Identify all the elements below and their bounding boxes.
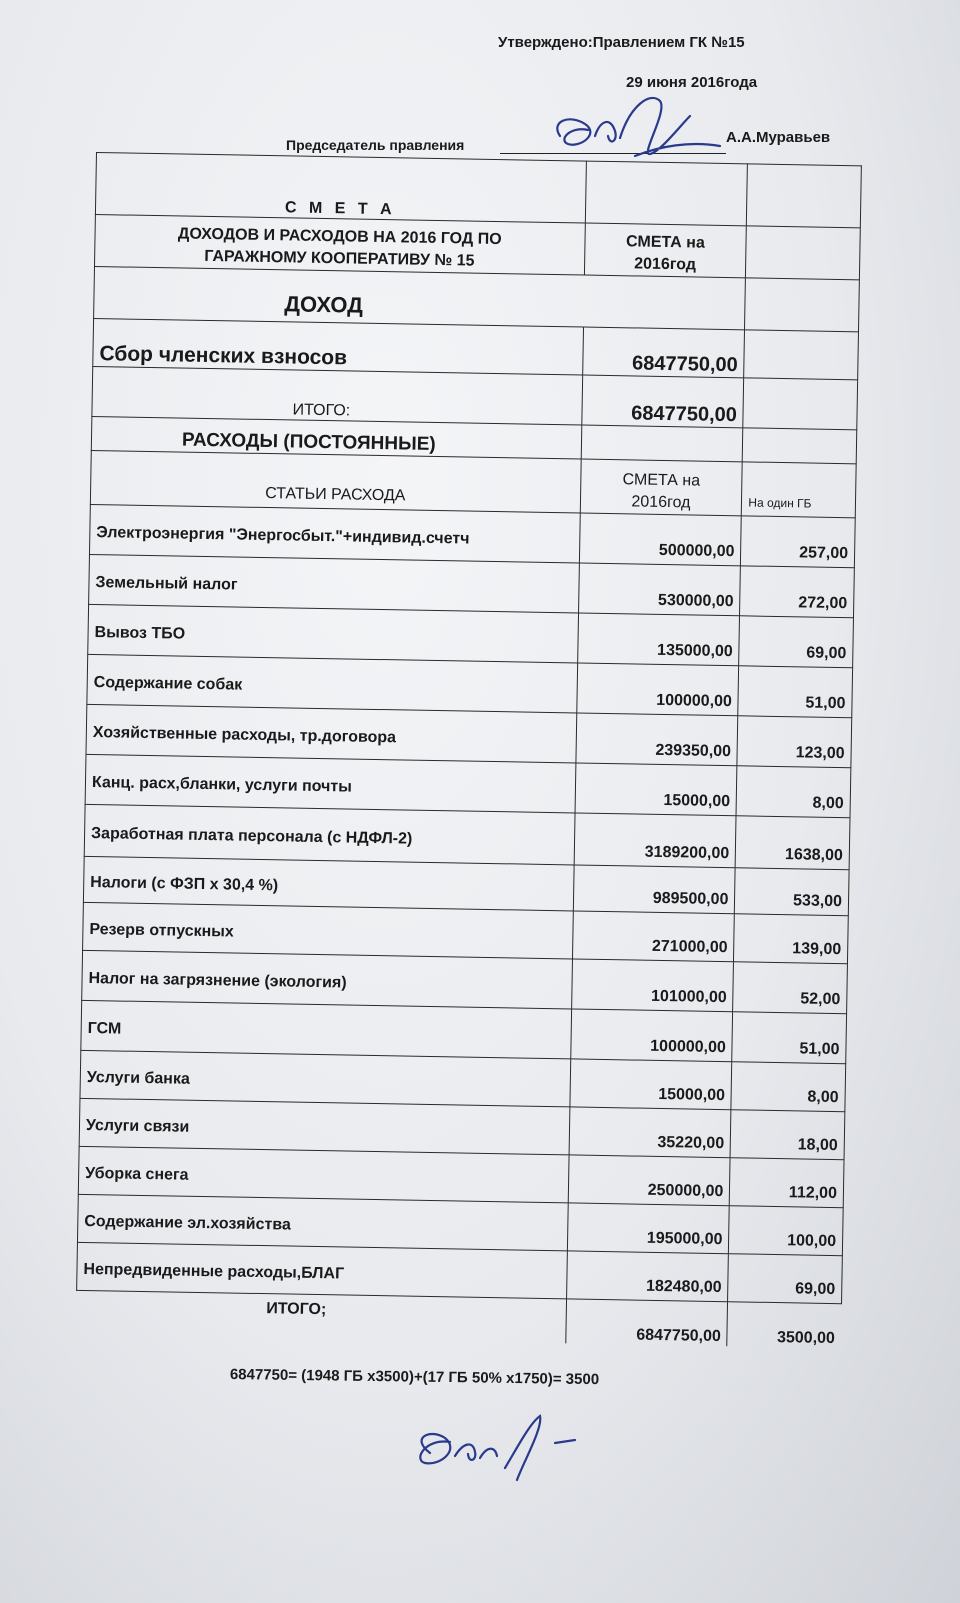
expense-per-unit: 100,00 [729,1206,843,1256]
title-line-1: ДОХОДОВ И РАСХОДОВ НА 2016 ГОД ПО [177,225,502,249]
chairman-label: Председатель правления [286,137,465,153]
expense-amount: 135000,00 [577,613,740,666]
expense-label: Содержание собак [87,654,577,713]
expense-label: Непредвиденные расходы,БЛАГ [77,1242,567,1299]
expense-amount: 239350,00 [575,713,738,766]
expense-per-unit: 52,00 [733,962,847,1014]
header-year: 2016год [634,255,697,274]
expense-amount: 101000,00 [571,959,734,1012]
expense-amount: 500000,00 [579,513,742,566]
budget-document [75,152,862,1348]
expense-amount: 3189200,00 [574,813,737,868]
expense-label: Уборка снега [78,1146,568,1203]
expense-label: Содержание эл.хозяйства [77,1194,567,1251]
income-item-label: Сбор членских взносов [93,318,583,375]
expense-amount: 100000,00 [570,1009,733,1062]
expense-label: Услуги связи [79,1098,569,1155]
expense-label: ГСМ [81,1000,571,1059]
expense-label: Налоги (с ФЗП х 30,4 %) [83,856,573,911]
col-items-header: СТАТЬИ РАСХОДА [90,450,580,513]
expense-per-unit: 18,00 [730,1110,844,1160]
expense-label: Электроэнергия "Энергосбыт."+индивид.счетч [89,504,579,563]
expense-amount: 35220,00 [569,1107,732,1158]
income-total-label: ИТОГО: [92,366,582,425]
expenses-total-label: ИТОГО; [76,1290,566,1343]
expense-per-unit: 123,00 [737,716,851,768]
title-line-2: ГАРАЖНОМУ КООПЕРАТИВУ № 15 [204,247,475,270]
approval-date: 29 июня 2016года [626,74,758,91]
income-item-value: 6847750,00 [582,327,745,378]
expense-per-unit: 51,00 [732,1012,846,1064]
bottom-signature [405,1408,595,1488]
expense-amount: 989500,00 [573,865,736,914]
col-smeta-header: СМЕТА на [622,471,701,490]
expense-per-unit: 8,00 [736,766,850,818]
expense-per-unit: 139,00 [734,914,848,964]
col-per-header: На один ГБ [742,462,857,518]
expense-amount: 15000,00 [575,763,738,816]
expense-amount: 530000,00 [578,563,741,616]
expense-label: Услуги банка [80,1050,570,1107]
expense-amount: 271000,00 [572,911,735,962]
calculation-formula: 6847750= (1948 ГБ х3500)+(17 ГБ 50% х1750)= 3500 [229,1366,600,1389]
expenses-heading: РАСХОДЫ (ПОСТОЯННЫЕ) [91,416,581,459]
expense-amount: 250000,00 [568,1155,731,1206]
expense-rows [77,504,856,1303]
expense-label: Хозяйственные расходы, тр.договора [86,704,576,763]
expense-label: Канц. расх,бланки, услуги почты [85,754,575,813]
expenses-total-per: 3500,00 [727,1302,841,1348]
expense-per-unit: 257,00 [741,516,855,568]
budget-table [75,152,862,1348]
approval-text: Утверждено:Правлением ГК №15 [498,34,745,51]
expense-amount: 100000,00 [576,663,739,716]
header-smeta: СМЕТА на [625,233,705,252]
expense-per-unit: 51,00 [738,666,852,718]
income-total-value: 6847750,00 [581,375,744,428]
expense-amount: 15000,00 [569,1059,732,1110]
expense-per-unit: 69,00 [739,616,853,668]
expense-per-unit: 112,00 [730,1158,844,1208]
expense-amount: 195000,00 [567,1203,730,1254]
expense-per-unit: 69,00 [728,1254,842,1304]
expense-amount: 182480,00 [566,1251,729,1302]
expense-per-unit: 533,00 [735,868,849,916]
expense-label: Налог на загрязнение (экология) [82,950,572,1009]
expense-label: Земельный налог [89,554,579,613]
expense-label: Вывоз ТБО [88,604,578,663]
col-year-header: 2016год [631,493,691,512]
income-heading: ДОХОД [94,266,746,329]
expense-label: Заработная плата персонала (с НДФЛ-2) [84,804,574,865]
expenses-total-amount: 6847750,00 [565,1299,728,1346]
expense-per-unit: 272,00 [740,566,854,618]
chairman-name: А.А.Муравьев [726,129,831,146]
expense-per-unit: 8,00 [731,1062,845,1112]
smeta-title: С М Е Т А [95,153,586,224]
expense-label: Резерв отпускных [83,902,573,959]
expense-per-unit: 1638,00 [735,816,849,870]
